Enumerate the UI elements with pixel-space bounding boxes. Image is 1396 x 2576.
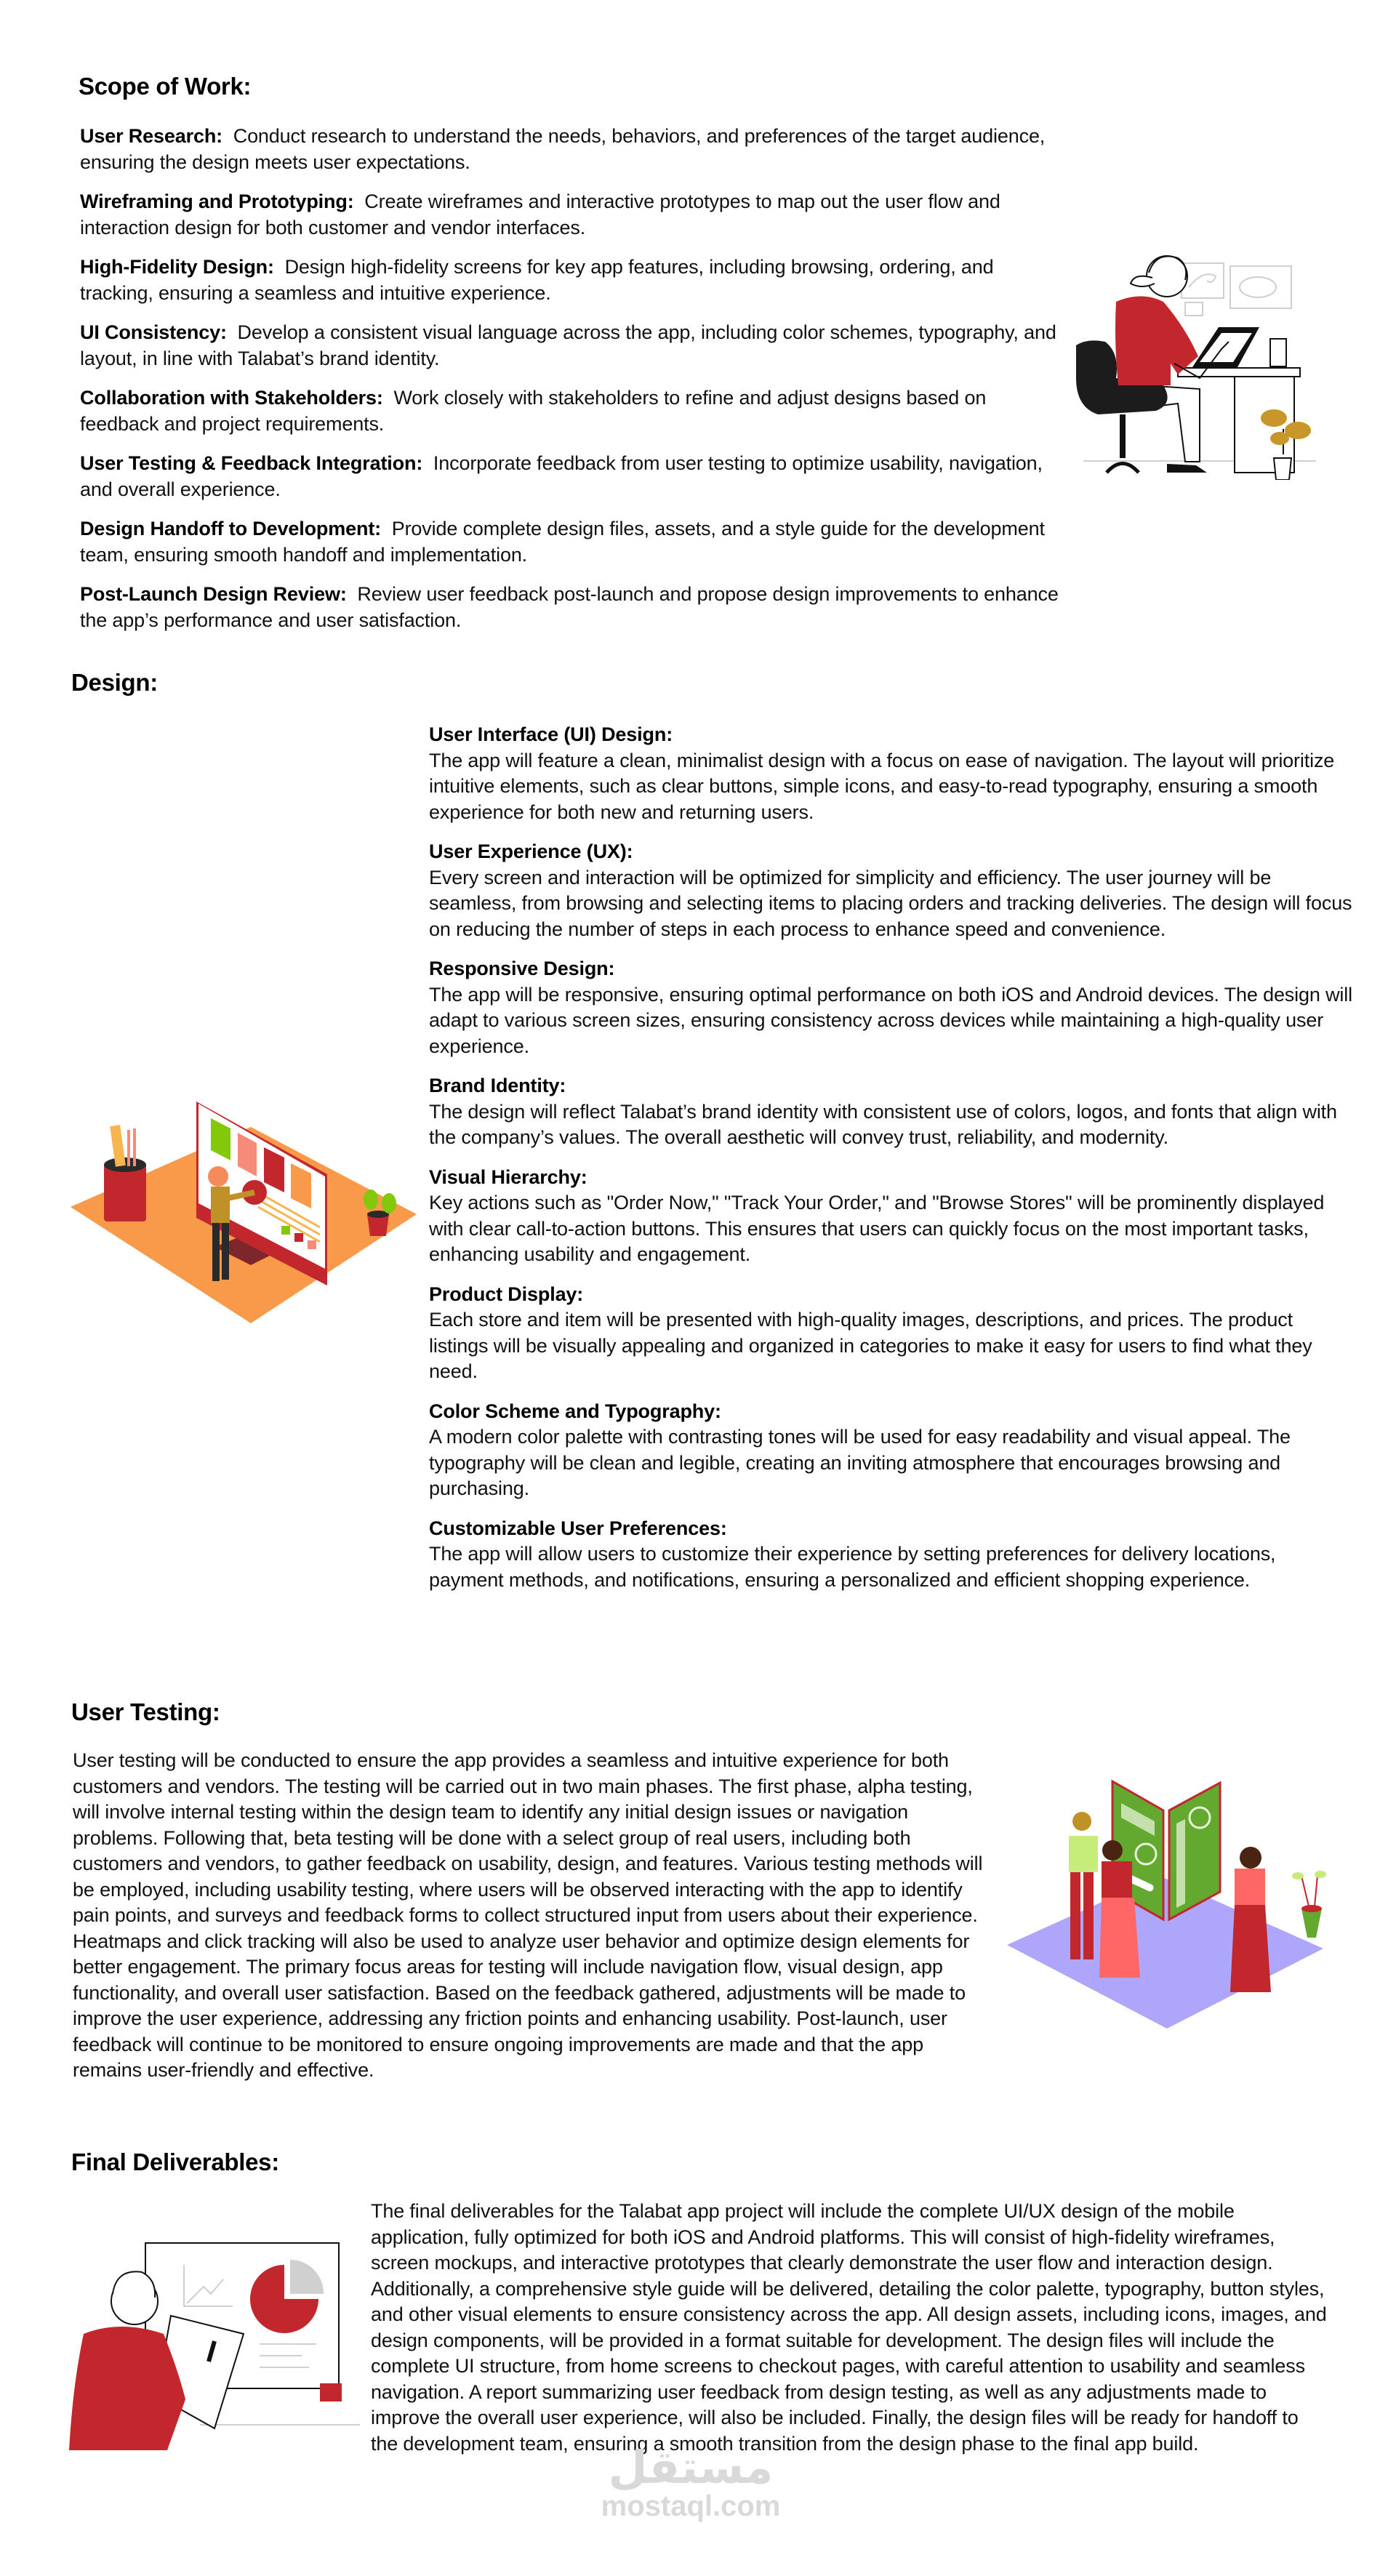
design-item-text: The app will allow users to customize their experience by setting preferences for delivery locations, payment methods, and notifications, ensuring a personalized and efficient shopping experience.: [429, 1543, 1276, 1591]
design-item-preferences: [429, 1516, 1352, 1594]
design-item-text: Each store and item will be presented with high-quality images, descriptions, and prices. The product listings will be visually appealing and organized in categories to make it easy for users to find what they need.: [429, 1309, 1312, 1382]
scope-item-text: Incorporate feedback from user testing to optimize usability, navigation, and overall experience.: [80, 452, 1043, 500]
scope-item-text: Develop a consistent visual language across the app, including color schemes, typography, and layout, in line with Talabat’s brand identity.: [80, 321, 1056, 369]
scope-item-user-testing: [80, 451, 1062, 502]
scope-item-user-research: [80, 124, 1062, 175]
design-item-title: Visual Hierarchy:: [429, 1165, 587, 1188]
design-item-title: Responsive Design:: [429, 958, 615, 979]
design-item-color-typography: [429, 1399, 1352, 1502]
design-item-text: The app will feature a clean, minimalist design with a focus on ease of navigation. The layout will prioritize intuitive elements, such as clear buttons, simple icons, and easy-to-read typography, ensuring a smooth experience for both new and returning users.: [429, 749, 1335, 823]
design-item-title: Product Display:: [429, 1283, 584, 1305]
scope-item-title: High-Fidelity Design:: [80, 256, 274, 278]
design-item-responsive: [429, 956, 1352, 1059]
design-item-title: Color Scheme and Typography:: [429, 1400, 721, 1422]
scope-item-text: Provide complete design files, assets, and a style guide for the development team, ensuring smooth handoff and implementation.: [80, 518, 1045, 566]
scope-item-text: Design high-fidelity screens for key app features, including browsing, ordering, and tracking, ensuring a seamless and intuitive experience.: [80, 256, 994, 304]
scope-heading: Scope of Work:: [79, 73, 252, 100]
user-testing-paragraph: User testing will be conducted to ensure the app provides a seamless and intuitive experience for both customers and vendors. The testing will be carried out in two main phases. The first phase, alpha testing, will involve internal testing within the design team to identify any initial design issues or navigation problems. Following that, beta testing will be done with a select group of real users, including both customers and vendors, to gather feedback on usability, design, and features. Various testing methods will be employed, including usability testing, where users will be observed interacting with the app to identify pain points, and surveys and feedback forms to collect structured input from users about their experience. Heatmaps and click tracking will also be used to analyze user behavior and optimize design elements for better engagement. The primary focus areas for testing will include navigation flow, visual design, app functionality, and overall user satisfaction. Based on the feedback gathered, adjustments will be made to improve the user experience, addressing any friction points and enhancing usability. Post-launch, user feedback will continue to be monitored to ensure ongoing improvements are made and that the app remains user-friendly and effective.: [73, 1749, 983, 2081]
design-item-text: Key actions such as "Order Now," "Track Your Order," and "Browse Stores" will be prominently displayed with clear call-to-action buttons. This ensures that users can quickly focus on the most important tasks, enhancing usability and engagement.: [429, 1192, 1325, 1265]
scope-item-title: UI Consistency:: [80, 321, 227, 343]
design-item-text: The app will be responsive, ensuring optimal performance on both iOS and Android devices. The design will adapt to various screen sizes, ensuring consistency across devices while maintaining a high-quality user experience.: [429, 983, 1352, 1057]
scope-item-text: Review user feedback post-launch and propose design improvements to enhance the app’s performance and user satisfaction.: [80, 583, 1059, 631]
watermark-latin: mostaql.com: [601, 2490, 781, 2522]
scope-item-high-fidelity: [80, 254, 1062, 306]
design-item-text: A modern color palette with contrasting tones will be used for easy readability and visual appeal. The typography will be clean and legible, creating an inviting atmosphere that encourages browsing and purchasing.: [429, 1426, 1291, 1499]
watermark-arabic: مستقل: [608, 2443, 774, 2493]
scope-item-ui-consistency: [80, 320, 1062, 372]
isometric-screen-illustration: [69, 1054, 418, 1331]
scope-item-title: User Testing & Feedback Integration:: [80, 452, 423, 474]
scope-item-title: Wireframing and Prototyping:: [80, 190, 354, 212]
design-item-title: User Interface (UI) Design:: [429, 723, 673, 745]
design-item-text: The design will reflect Talabat’s brand identity with consistent use of colors, logos, and fonts that align with the company’s values. The overall aesthetic will convey trust, reliability, and modernity.: [429, 1100, 1337, 1148]
design-item-text: Every screen and interaction will be optimized for simplicity and efficiency. The user journey will be seamless, from browsing and selecting items to placing orders and tracking deliveries. The design will focus on reducing the number of steps in each process to enhance speed and convenience.: [429, 866, 1352, 940]
scope-list: [80, 124, 1062, 647]
final-deliverables-paragraph: The final deliverables for the Talabat app project will include the complete UI/UX design of the mobile application, fully optimized for both iOS and Android platforms. This will consist of high-fidelity wireframes, screen mockups, and interactive prototypes that clearly demonstrate the user flow and interaction design. Additionally, a comprehensive style guide will be delivered, detailing the color palette, typography, button styles, and other visual elements to ensure consistency across the app. All design assets, including icons, images, and design components, will be provided in a format suitable for development. The design files will include the complete UI structure, from home screens to checkout pages, with careful attention to usability and seamless navigation. A report summarizing user feedback from design testing, as well as any adjustments made to improve the overall user experience, will also be included. Finally, the design files will be ready for handoff to the development team, ensuring a smooth transition from the design phase to the final app build.: [371, 2200, 1327, 2455]
design-item-ux: [429, 839, 1352, 942]
scope-item-text: Create wireframes and interactive prototypes to map out the user flow and interaction design for both customer and vendor interfaces.: [80, 190, 1000, 238]
design-item-ui: [429, 722, 1352, 825]
designer-at-desk-illustration: [1047, 233, 1338, 480]
scope-item-post-launch: [80, 582, 1062, 633]
user-testing-heading: User Testing:: [71, 1698, 220, 1725]
scope-item-title: Post-Launch Design Review:: [80, 583, 347, 605]
presentation-board-illustration: [69, 2239, 360, 2457]
scope-item-title: User Research:: [80, 125, 223, 147]
user-testing-illustration: [1003, 1767, 1331, 2036]
scope-item-text: Work closely with stakeholders to refine and adjust designs based on feedback and project requirements.: [80, 387, 987, 435]
mostaql-watermark: [596, 2443, 785, 2523]
scope-item-title: Design Handoff to Development:: [80, 518, 382, 539]
design-item-title: User Experience (UX):: [429, 840, 633, 862]
design-heading: Design:: [71, 669, 158, 696]
design-item-title: Customizable User Preferences:: [429, 1517, 727, 1539]
scope-item-collaboration: [80, 385, 1062, 437]
final-deliverables-heading: Final Deliverables:: [71, 2148, 279, 2175]
scope-item-text: Conduct research to understand the needs, behaviors, and preferences of the target audience, ensuring the design meets user expectations.: [80, 125, 1046, 173]
design-list: [429, 722, 1352, 1607]
scope-item-title: Collaboration with Stakeholders:: [80, 387, 383, 409]
scope-item-wireframing: [80, 189, 1062, 241]
design-item-product-display: [429, 1282, 1352, 1385]
design-item-brand: [429, 1073, 1352, 1151]
design-item-title: Brand Identity:: [429, 1075, 566, 1096]
scope-item-handoff: [80, 516, 1062, 568]
design-item-hierarchy: [429, 1165, 1352, 1268]
